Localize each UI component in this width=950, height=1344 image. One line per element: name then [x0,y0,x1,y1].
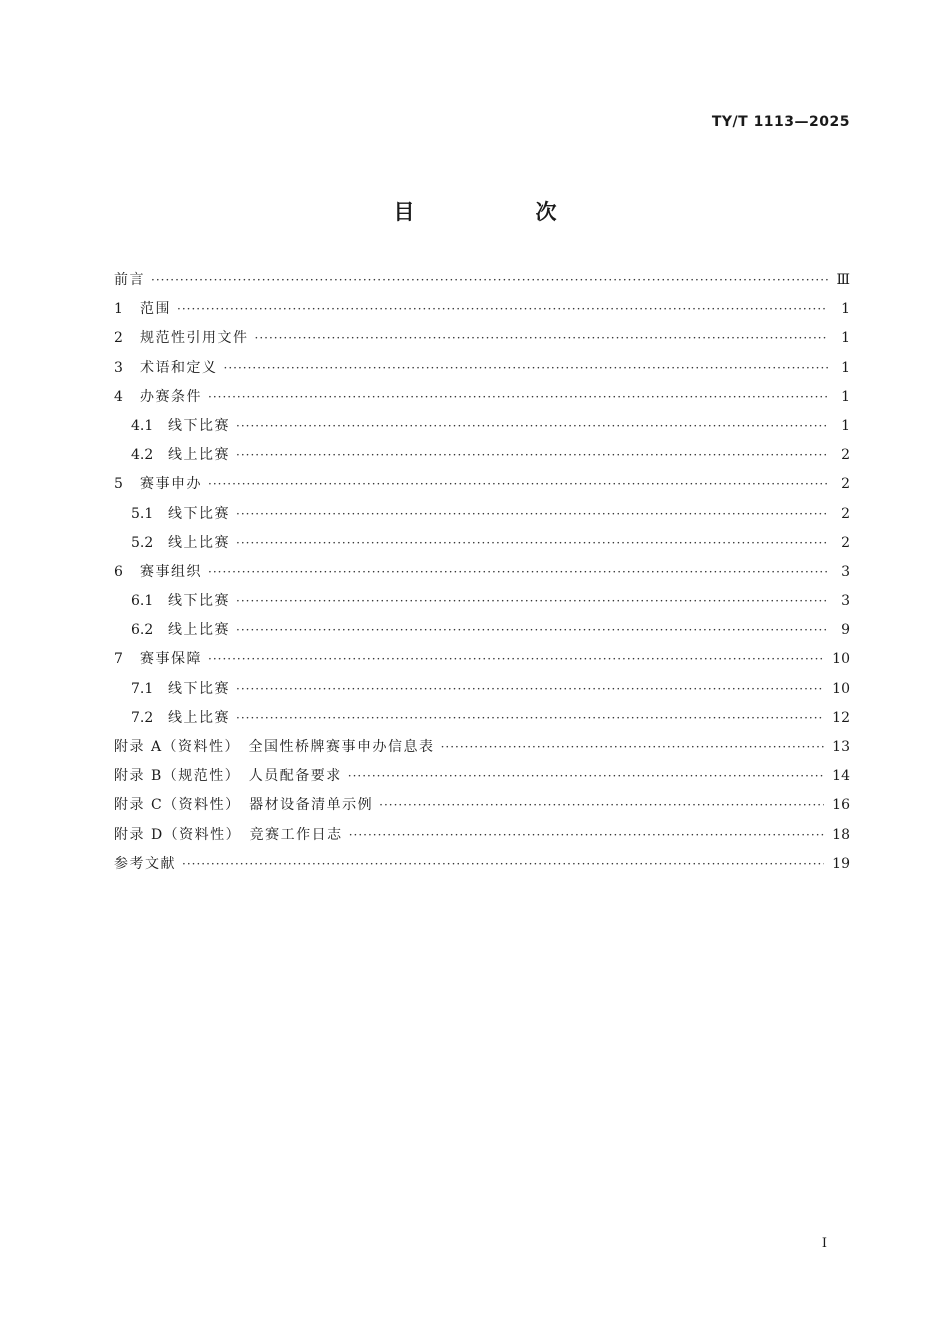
toc-entry-page: 16 [832,797,850,814]
toc-entry-number: 4.1 [131,417,154,434]
toc-dot-leader [208,390,828,404]
toc-entry-page: 12 [832,709,850,726]
toc-entry-6-1[interactable] [114,590,850,619]
toc-entry-5-1[interactable] [114,503,850,532]
toc-dot-leader [379,798,824,812]
toc-entry-label: 附录 A（资料性） 全国性桥牌赛事申办信息表 [114,739,435,755]
toc-entry-page: 19 [832,855,850,872]
toc-entry-6-2[interactable] [114,619,850,648]
toc-dot-leader [208,565,828,579]
toc-dot-leader [349,828,824,842]
toc-entry-label: 附录 C（资料性） 器材设备清单示例 [114,797,374,814]
toc-entry-number: 3 [114,359,123,376]
toc-entry-label: 赛事申办 [140,476,202,493]
toc-entry-label: 线上比赛 [168,709,230,726]
toc-entry-page: 9 [841,622,850,639]
toc-entry-label: 办赛条件 [140,388,202,405]
toc-entry-label: 线下比赛 [168,505,230,522]
toc-entry-page: 3 [841,593,850,610]
toc-entry-page: 10 [832,651,850,668]
toc-entry-3[interactable] [114,357,850,386]
toc-entry-number: 1 [114,301,123,318]
toc-entry-number: 6 [114,563,123,580]
page-title: 目 次 [393,200,607,224]
toc-dot-leader [236,536,828,550]
toc-entry-label: 线下比赛 [168,680,230,697]
toc-dot-leader [236,711,824,725]
toc-entry-number: 7 [114,651,123,668]
toc-entry-5[interactable] [114,473,850,502]
toc-entry-label: 范围 [140,301,171,318]
toc-entry-4-1[interactable] [114,415,850,444]
toc-entry-label: 规范性引用文件 [140,330,249,347]
toc-entry-page: 10 [832,680,850,697]
toc-entry-4[interactable] [114,386,850,415]
toc-entry-label: 线上比赛 [168,534,230,551]
toc-entry-page: 1 [841,359,850,376]
toc-entry-page: 1 [841,330,850,347]
toc-entry-label: 线下比赛 [168,593,230,610]
standard-code: TY/T 1113—2025 [711,114,850,130]
toc-dot-leader [236,419,828,433]
toc-entry-label: 附录 B（规范性） 人员配备要求 [114,768,342,785]
toc-entry-number: 7.1 [131,680,154,697]
toc-entry-page: 2 [841,476,850,493]
toc-entry-1[interactable] [114,298,850,327]
toc-dot-leader [236,507,828,521]
toc-entry-label: 线上比赛 [168,622,230,639]
toc-entry-number: 5 [114,476,123,493]
toc-entry-page: 14 [832,768,850,785]
toc-entry-number: 4.2 [131,447,154,464]
toc-entry-label: 术语和定义 [140,359,218,376]
toc-entry-number: 6.2 [131,622,154,639]
toc-dot-leader [255,331,829,345]
toc-dot-leader [236,448,828,462]
toc-entry-6[interactable] [114,561,850,590]
toc-dot-leader [177,302,828,316]
toc-entry-page: Ⅲ [836,272,850,288]
toc-entry-number: 5.2 [131,534,154,551]
toc-dot-leader [348,769,824,783]
toc-entry-page: 2 [841,534,850,551]
toc-entry-references[interactable] [114,853,850,882]
toc-entry-foreword[interactable] [114,269,850,298]
toc-entry-appendix-b[interactable] [114,765,850,794]
toc-entry-number: 7.2 [131,709,154,726]
toc-entry-2[interactable] [114,327,850,356]
toc-entry-page: 1 [841,417,850,434]
page-number: I [821,1236,827,1251]
toc-entry-number: 5.1 [131,505,154,522]
toc-dot-leader [224,361,829,375]
toc-entry-7-2[interactable] [114,707,850,736]
toc-entry-number: 6.1 [131,593,154,610]
toc-dot-leader [236,623,828,637]
toc-entry-appendix-a[interactable] [114,736,850,765]
toc-entry-label: 前言 [114,272,145,288]
toc-entry-7-1[interactable] [114,678,850,707]
toc-entry-page: 1 [841,301,850,318]
toc-entry-appendix-c[interactable] [114,794,850,823]
toc-entry-page: 2 [841,505,850,522]
toc-entry-label: 参考文献 [114,855,176,872]
toc-entry-label: 线上比赛 [168,447,230,464]
toc-entry-page: 18 [832,826,850,843]
toc-dot-leader [182,857,824,871]
toc-dot-leader [208,477,828,491]
toc-entry-number: 2 [114,330,123,347]
toc-dot-leader [151,273,828,287]
toc-entry-appendix-d[interactable] [114,824,850,853]
toc-entry-label: 线下比赛 [168,417,230,434]
toc-dot-leader [208,652,824,666]
toc-dot-leader [236,594,828,608]
toc-entry-5-2[interactable] [114,532,850,561]
toc-entry-page: 13 [832,739,850,755]
toc-entry-page: 2 [841,447,850,464]
toc-entry-4-2[interactable] [114,444,850,473]
toc-entry-page: 1 [841,388,850,405]
toc-dot-leader [236,682,824,696]
toc-entry-label: 赛事组织 [140,563,202,580]
table-of-contents [114,269,850,882]
toc-entry-page: 3 [841,563,850,580]
toc-dot-leader [441,740,825,754]
toc-entry-number: 4 [114,388,123,405]
toc-entry-label: 赛事保障 [140,651,202,668]
toc-entry-7[interactable] [114,648,850,677]
toc-entry-label: 附录 D（资料性） 竞赛工作日志 [114,826,343,843]
